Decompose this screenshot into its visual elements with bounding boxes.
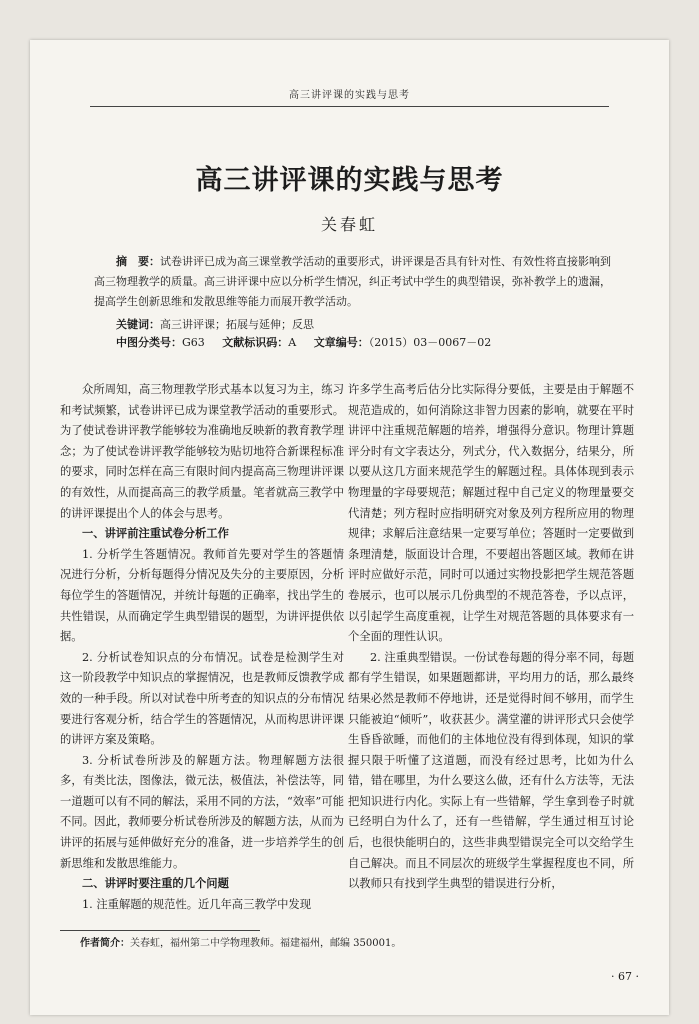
abstract-label: 摘 要： xyxy=(116,255,160,268)
keywords-text: 高三讲评课；拓展与延伸；反思 xyxy=(160,318,314,331)
doc-code-field xyxy=(222,334,296,352)
footnote-label: 作者简介： xyxy=(80,938,130,949)
paragraph: 2. 注重典型错误。一份试卷每题的得分率不同，每题都有学生错误，如果题题都讲，平均用力的话，那么最终结果必然是教师不停地讲，还是觉得时间不够用，而学生只能被迫“倾听”，收获甚少。满堂灌的讲评形式只会使学生昏昏欲睡，而他们的主体地位没有得到体现，知识的掌握只限于听懂了这道题，而没有经过思考，比如为什么错，错在哪里，为什么要这么做，还有什么方法等，无法把知识进行内化。实际上有一些错解，学生拿到卷子时就已经明白为什么了，还有一些错解，学生通过相互讨论后，也很快能明白的，这些非典型错误完全可以交给学生自己解决。而且不同层次的班级学生掌握程度也不同，所以教师只有找到学生典型的错误进行分析， xyxy=(348,650,634,891)
keywords-label: 关键词： xyxy=(116,318,160,331)
paragraph: 许多学生高考后估分比实际得分要低，主要是由于解题不规范造成的，如何消除这非智力因素的影响，就要在平时讲评中注重规范解题的培养，增强得分意识。物理计算题评分时有文字表达分，列式分，代入数据分，结果分，所以要从这几方面来规范学生的解题过程。具体体现到表示物理量的字母要规范；解题过程中自己定义的物理量要交代清楚；列方程时应指明研究对象及列方程所应用的物理规律；求解后注意结果一定要写单位；答题时一定要做到条理清楚，版面设计合理，不要超出答题区域。教师在讲评时应做好示范，同时可以通过实物投影把学生规范答题卷展示，也可以展示几份典型的不规范答卷，予以点评，以引起学生高度重视，让学生对规范答题的具体要求有一个全面的理性认识。 xyxy=(348,383,634,644)
article-no-field xyxy=(314,334,491,352)
footnote-text: 关春虹，福州第二中学物理教师。福建福州，邮编 350001。 xyxy=(130,938,402,949)
section-heading: 一、讲评前注重试卷分析工作 xyxy=(82,527,229,541)
body-column-left xyxy=(60,380,344,915)
page-number: · 67 · xyxy=(611,970,639,983)
paragraph: 3. 分析试卷所涉及的解题方法。物理解题方法很多，有类比法，图像法，微元法，极值法，补偿法等，同一道题可以有不同的解法，采用不同的方法，“效率”可能不同。因此，教师要分析试卷所涉及的解题方法，从而为讲评的拓展与延伸做好充分的准备，进一步培养学生的创新思维和发散思维能力。 xyxy=(60,753,344,870)
author-footnote xyxy=(80,936,401,952)
paragraph: 1. 分析学生答题情况。教师首先要对学生的答题情况进行分析，分析每题得分情况及失分的主要原因，分析每位学生的答题情况，并统计每题的正确率，找出学生的共性错误，从而确定学生典型错误的题型，为讲评提供依据。 xyxy=(60,547,344,644)
clc-label: 中图分类号： xyxy=(116,336,182,349)
article-title: 高三讲评课的实践与思考 xyxy=(195,165,504,196)
paragraph: 众所周知，高三物理教学形式基本以复习为主，练习和考试频繁，试卷讲评已成为课堂教学活动的重要形式。为了使试卷讲评教学能够较为准确地反映新的教育教学理念；为了使试卷讲评教学能够较为贴切地符合新课程标准的要求，同时怎样在高三有限时间内提高高三物理讲评课的有效性，从而提高高三的教学质量。笔者就高三教学中的讲评课提出个人的体会与思考。 xyxy=(60,383,344,520)
doc-code-label: 文献标识码： xyxy=(222,336,289,349)
journal-page xyxy=(30,40,669,1015)
abstract-text: 试卷讲评已成为高三课堂教学活动的重要形式，讲评课是否具有针对性、有效性将直接影响到高三物理教学的质量。高三讲评课中应以分析学生情况，纠正考试中学生的典型错误，弥补教学上的遗漏，提高学生创新思维和发散思维等能力而展开教学活动。 xyxy=(94,255,611,308)
paragraph: 1. 注重解题的规范性。近几年高三教学中发现 xyxy=(82,897,312,911)
doc-code-value: A xyxy=(288,336,297,349)
article-no-value: （2015）03－0067－02 xyxy=(368,336,492,349)
article-no-label: 文章编号： xyxy=(313,336,369,349)
article-author: 关春虹 xyxy=(320,215,378,234)
running-header: 高三讲评课的实践与思考 xyxy=(90,88,609,107)
footnote-divider xyxy=(60,930,260,931)
body-column-right xyxy=(348,380,634,895)
keywords xyxy=(116,316,617,334)
article-meta xyxy=(116,334,629,352)
paragraph: 2. 分析试卷知识点的分布情况。试卷是检测学生对这一阶段教学中知识点的掌握情况，也是教师反馈教学成效的一种手段。所以对试卷中所考查的知识点的分布情况要进行客观分析，结合学生的答题情况，从而构思讲评课的讲评方案及策略。 xyxy=(60,650,344,747)
abstract xyxy=(94,252,617,312)
clc-field xyxy=(116,334,205,352)
clc-value: G63 xyxy=(182,336,205,349)
section-heading: 二、讲评时要注重的几个问题 xyxy=(82,877,229,891)
